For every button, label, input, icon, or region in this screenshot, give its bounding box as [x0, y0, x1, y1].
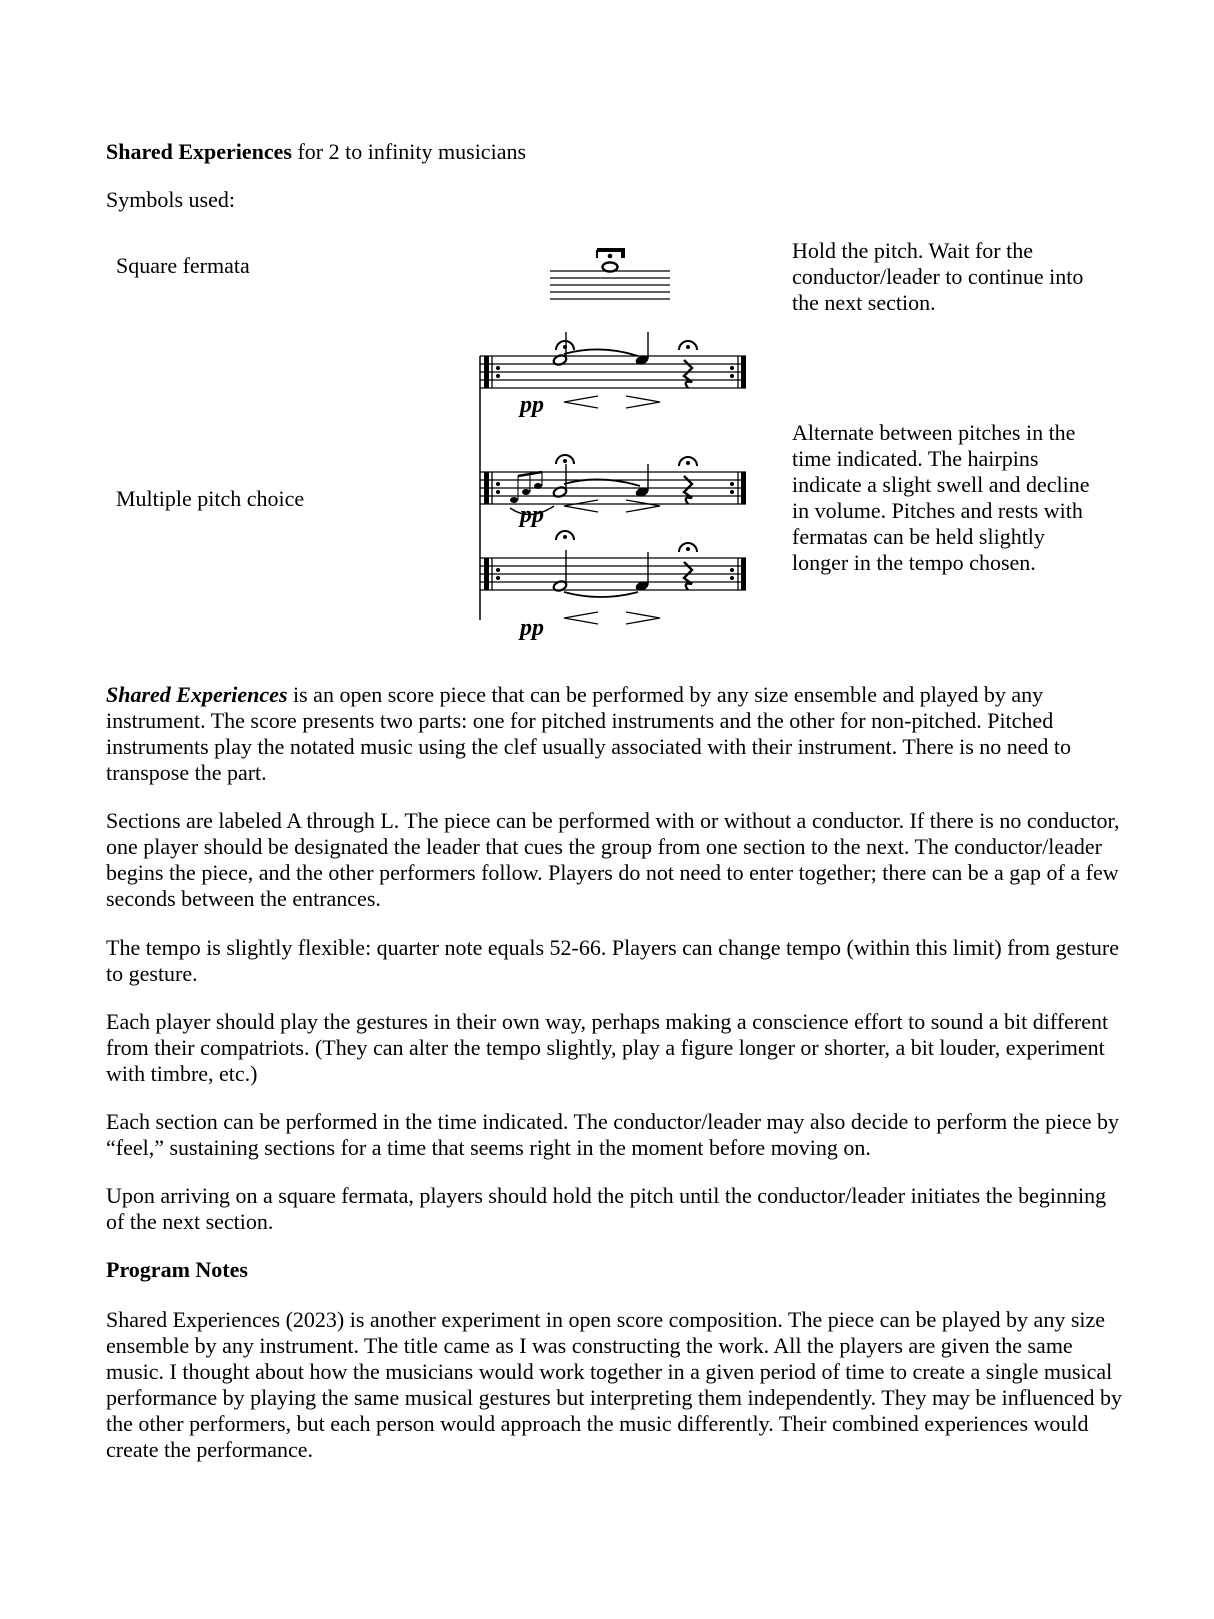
square-fermata-description: Hold the pitch. Wait for the conductor/leader to continue into the next section. [792, 238, 1084, 315]
title-bold: Shared Experiences [106, 139, 292, 164]
staff-3 [480, 531, 746, 641]
piece-title-italic: Shared Experiences [106, 682, 288, 707]
dynamic-pp-2: pp [520, 502, 544, 528]
multiple-pitch-choice-label: Multiple pitch choice [116, 486, 305, 511]
instructions-paragraph-1 [106, 682, 1126, 786]
symbols-used-label: Symbols used: [106, 187, 235, 212]
program-notes-heading: Program Notes [106, 1257, 248, 1282]
instructions-paragraph-3: The tempo is slightly flexible: quarter note equals 52-66. Players can change tempo (within this limit) from gesture to gesture. [106, 935, 1119, 986]
title-subtitle: for 2 to infinity musicians [291, 139, 527, 164]
program-notes-text: Shared Experiences (2023) is another experiment in open score composition. The piece can be played by any size ensemble by any instrument. The title came as I was constructing the work. All the players are given the same music. I thought about how the musicians would work together in a given period of time to create a single musical performance by playing the same musical gestures but interpreting them independently. They may be influenced by the other performers, but each person would approach the music differently. Their combined experiences would create the performance. [106, 1307, 1122, 1462]
instructions-paragraph-5: Each section can be performed in the time indicated. The conductor/leader may also decide to perform the piece by “feel,” sustaining sections for a time that seems right in the moment before moving on. [106, 1109, 1120, 1160]
square-fermata-icon [540, 236, 680, 316]
square-fermata-label: Square fermata [116, 253, 250, 278]
paragraph-1-text: is an open score piece that can be performed by any size ensemble and played by any instrument. The score presents two parts: one for pitched instruments and the other for non-pitched. Pitched instruments play the notated music using the clef usually associated with their instrument. There is no need to transpose the part. [106, 682, 1071, 785]
multiple-pitch-choice-description: Alternate between pitches in the time indicated. The hairpins indicate a slight swell and decline in volume. Pitches and rests with fermatas can be held slightly longer in the tempo chosen. [792, 420, 1090, 575]
dynamic-pp-3: pp [520, 615, 544, 641]
staff-1 [480, 332, 746, 418]
document-title [106, 138, 526, 166]
dynamic-pp-1: pp [520, 392, 544, 418]
staff-2 [480, 455, 746, 528]
instructions-paragraph-2: Sections are labeled A through L. The piece can be performed with or without a conductor. If there is no conductor, one player should be designated the leader that cues the group from one section to the next. The conductor/leader begins the piece, and the other performers follow. Players do not need to enter together; there can be a gap of a few seconds between the entrances. [106, 808, 1120, 911]
instructions-paragraph-4: Each player should play the gestures in their own way, perhaps making a conscience effort to sound a bit different from their compatriots. (They can alter the tempo slightly, play a figure longer or shorter, a bit louder, experiment with timbre, etc.) [106, 1009, 1109, 1086]
instructions-paragraph-6: Upon arriving on a square fermata, players should hold the pitch until the conductor/leader initiates the beginning of the next section. [106, 1183, 1107, 1234]
multiple-pitch-notation [470, 330, 760, 660]
